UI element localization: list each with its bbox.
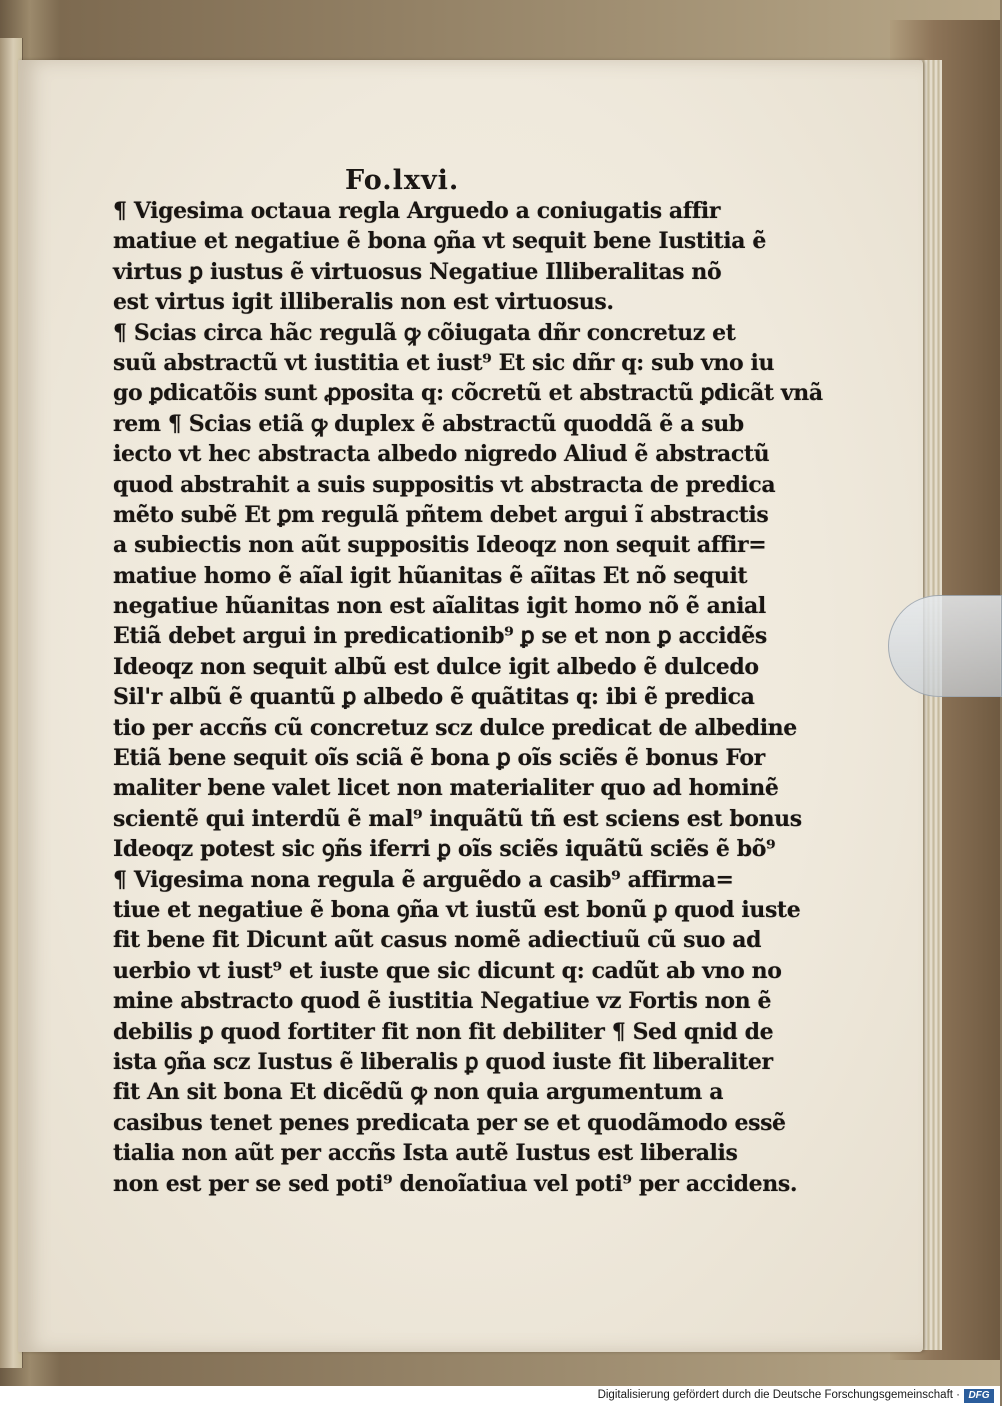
text-line: quod abstrahit a suis suppositis vt abstracta de predica (113, 471, 776, 498)
text-block (113, 196, 823, 1199)
text-line: a subiectis non aũt suppositis Ideoqz non sequit affir= (113, 532, 767, 559)
dfg-logo: DFG (964, 1389, 994, 1403)
text-line: ¶ Vigesima nona regula ẽ arguẽdo a casib⁹ affirma= (113, 866, 734, 893)
text-line: ista ꝯña scz Iustus ẽ liberalis ꝑ quod iuste fit liberaliter (113, 1048, 773, 1075)
text-line: tialia non aũt per accñs Ista autẽ Iustus est liberalis (113, 1140, 738, 1167)
page-stack-edge (920, 60, 942, 1350)
text-line: rem ¶ Scias etiã ꝙ duplex ẽ abstractũ quoddã ẽ a sub (113, 410, 744, 437)
footer-bar (0, 1386, 1000, 1406)
funding-credit: Digitalisierung gefördert durch die Deutsche Forschungsgemeinschaft · (597, 1389, 960, 1401)
text-line: uerbio vt iust⁹ et iuste que sic dicunt q: cadũt ab vno no (113, 957, 782, 984)
folio-number: Fo.lxvi. (345, 165, 460, 196)
bookmark-clip (888, 595, 1002, 697)
text-line: est virtus igit illiberalis non est virtuosus. (113, 289, 614, 316)
text-line: tio per accñs cũ concretuz scz dulce predicat de albedine (113, 714, 797, 741)
text-line: matiue et negatiue ẽ bona ꝯña vt sequit bene Iustitia ẽ (113, 228, 766, 255)
text-line: maliter bene valet licet non materialiter quo ad hominẽ (113, 775, 779, 802)
text-line: tiue et negatiue ẽ bona ꝯña vt iustũ est bonũ ꝑ quod iuste (113, 896, 801, 923)
text-line: mẽto subẽ Et ꝑm regulã pñtem debet argui ĩ abstractis (113, 501, 769, 528)
text-line: iecto vt hec abstracta albedo nigredo Aliud ẽ abstractũ (113, 441, 770, 468)
text-line: Etiã debet argui in predicationib⁹ ꝑ se et non ꝑ accidẽs (113, 623, 767, 650)
text-line: suũ abstractũ vt iustitia et iust⁹ Et sic dñr q: sub vno iu (113, 349, 775, 376)
text-line: go ꝑdicatõis sunt ꝓposita q: cõcretũ et abstractũ ꝑdicãt vnã (113, 380, 823, 407)
text-line: ¶ Scias circa hãc regulã ꝙ cõiugata dñr concretuz et (113, 319, 736, 346)
text-line: Etiã bene sequit oĩs sciã ẽ bona ꝑ oĩs sciẽs ẽ bonus For (113, 745, 765, 772)
text-line: Ideoqz non sequit albũ est dulce igit albedo ẽ dulcedo (113, 653, 759, 680)
text-line: debilis ꝑ quod fortiter fit non fit debiliter ¶ Sed qnid de (113, 1018, 774, 1045)
text-line: Sil'r albũ ẽ quantũ ꝑ albedo ẽ quãtitas q: ibi ẽ predica (113, 684, 755, 711)
text-line: ¶ Vigesima octaua regla Arguedo a coniugatis affir (113, 198, 721, 224)
text-line: fit bene fit Dicunt aũt casus nomẽ adiectiuũ cũ suo ad (113, 927, 762, 954)
text-line: casibus tenet penes predicata per se et quodãmodo essẽ (113, 1109, 786, 1136)
text-line: fit An sit bona Et dicẽdũ ꝙ non quia argumentum a (113, 1079, 724, 1106)
text-line: matiue homo ẽ aĩal igit hũanitas ẽ aĩitas Et nõ sequit (113, 562, 748, 589)
text-line: virtus ꝑ iustus ẽ virtuosus Negatiue Illiberalitas nõ (113, 258, 722, 285)
text-line: negatiue hũanitas non est aĩalitas igit homo nõ ẽ anial (113, 593, 766, 620)
text-line: mine abstracto quod ẽ iustitia Negatiue vz Fortis non ẽ (113, 988, 772, 1015)
text-line: Ideoqz potest sic ꝯñs iferri ꝑ oĩs sciẽs iquãtũ sciẽs ẽ bõ⁹ (113, 836, 776, 863)
text-line: non est per se sed poti⁹ denoĩatiua vel poti⁹ per accidens. (113, 1170, 798, 1197)
text-line: scientẽ qui interdũ ẽ mal⁹ inquãtũ tñ est sciens est bonus (113, 805, 802, 832)
